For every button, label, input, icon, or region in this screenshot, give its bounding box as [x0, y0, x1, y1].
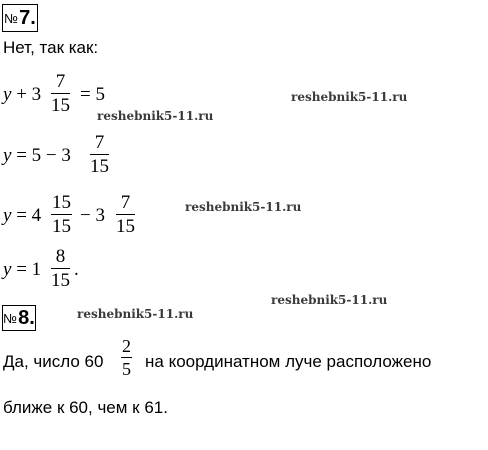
eq2-denominator: 15: [90, 156, 109, 177]
task-number: 7.: [19, 7, 36, 29]
eq4-fraction: [51, 247, 70, 290]
task-8-numerator: 2: [122, 336, 131, 356]
watermark: reshebnik5-11.ru: [185, 200, 302, 214]
number-sign: №: [4, 10, 19, 26]
watermark: reshebnik5-11.ru: [291, 90, 408, 104]
eq3-var: y: [3, 205, 12, 226]
eq1-fraction: [51, 72, 70, 115]
eq1-plus: + 3: [16, 84, 42, 105]
eq4-var: y: [3, 259, 12, 280]
eq2-var: y: [3, 145, 12, 166]
eq4-numerator: 8: [51, 247, 70, 269]
task-8-line-1-end: на координатном луче расположено: [145, 352, 432, 371]
number-sign: №: [3, 310, 18, 326]
eq3-denominator-1: 15: [52, 216, 71, 237]
eq2-rhs: = 5 − 3: [16, 145, 71, 166]
task-8-number-badge: [2, 305, 36, 331]
eq3-fraction-2: [116, 193, 135, 236]
watermark: reshebnik5-11.ru: [97, 109, 214, 123]
task-7-answer: Нет, так как:: [3, 38, 99, 57]
eq3-denominator-2: 15: [116, 216, 135, 237]
task-number: 8.: [18, 307, 35, 329]
task-7-number-badge: [2, 4, 38, 32]
eq4-denominator: 15: [51, 270, 70, 291]
eq1-rhs: = 5: [80, 84, 105, 105]
eq3-minus: − 3: [80, 205, 105, 226]
eq1-denominator: 15: [51, 95, 70, 116]
eq2-fraction: [90, 133, 109, 176]
eq4-dot: .: [74, 259, 79, 280]
eq4-eq: = 1: [16, 259, 42, 280]
eq1-var: y: [3, 84, 12, 105]
eq3-fraction-1: [51, 193, 72, 236]
task-8-line-2: ближе к 60, чем к 61.: [3, 398, 168, 417]
task-8-line-1-start: Да, число 60: [3, 352, 104, 371]
eq1-numerator: 7: [51, 72, 70, 94]
eq3-eq: = 4: [16, 205, 42, 226]
watermark: reshebnik5-11.ru: [77, 307, 194, 321]
watermark: reshebnik5-11.ru: [271, 293, 388, 307]
eq2-numerator: 7: [90, 133, 109, 155]
eq3-numerator-1: 15: [52, 192, 71, 213]
eq3-numerator-2: 7: [116, 193, 135, 215]
task-8-denominator: 5: [122, 359, 131, 379]
task-8-fraction: [121, 337, 132, 378]
